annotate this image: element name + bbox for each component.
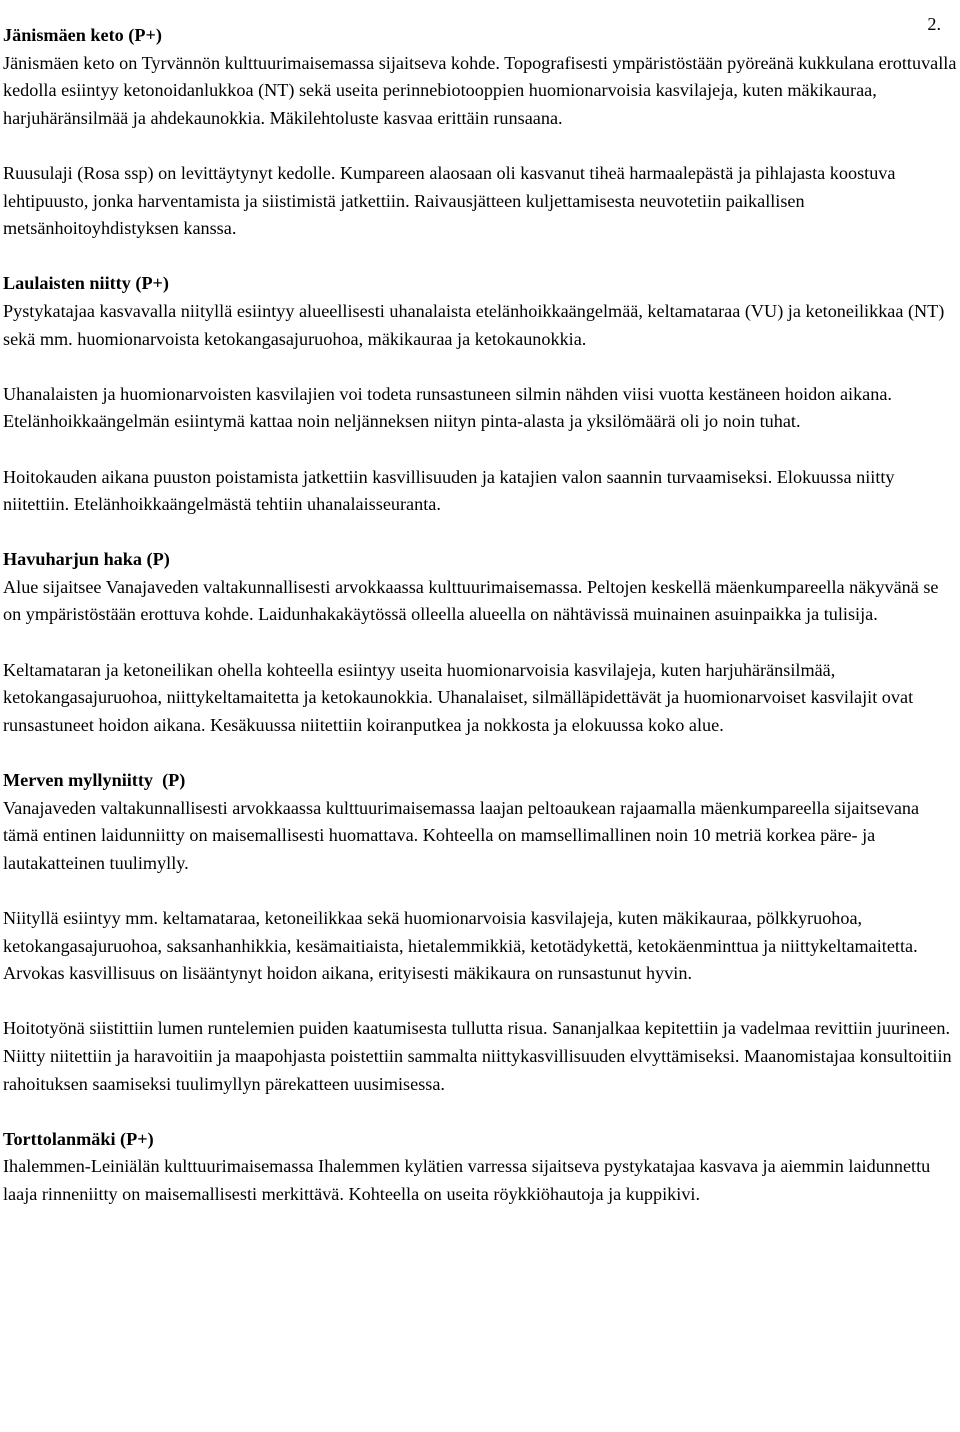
section-heading: Laulaisten niitty (P+)	[3, 273, 169, 294]
paragraph: Uhanalaisten ja huomionarvoisten kasvilajien voi todeta runsastuneen silmin nähden viisi vuotta kestäneen hoidon aikana. Etelänhoikkaängelmän esiintymä kattaa noin neljänneksen niityn pinta-alasta ja yksilömäärä oli jo noin tuhat.	[3, 383, 892, 432]
section-merven-myllyniitty	[3, 767, 957, 1126]
section-laulaisten-niitty	[3, 270, 957, 546]
paragraph: Hoitokauden aikana puuston poistamista jatkettiin kasvillisuuden ja katajien valon saannin turvaamiseksi. Elokuussa niitty niitettiin. Etelänhoikkaängelmästä tehtiin uhanalaisseuranta.	[3, 466, 895, 515]
paragraph: Ruusulaji (Rosa ssp) on levittäytynyt kedolle. Kumpareen alaosaan oli kasvanut tiheä harmaalepästä ja pihlajasta koostuva lehtipuusto, jonka harventamista ja siistimistä jatkettiin. Raivausjätteen kuljettamisesta neuvotetiin paikallisen metsänhoitoyhdistyksen kanssa.	[3, 162, 896, 239]
section-heading: Merven myllyniitty (P)	[3, 770, 186, 791]
page-number: 2.	[927, 14, 941, 34]
section-havuharjun-haka	[3, 546, 957, 767]
section-heading: Havuharjun haka (P)	[3, 549, 170, 570]
document-page	[3, 14, 957, 1209]
section-heading: Torttolanmäki (P+)	[3, 1128, 154, 1149]
paragraph: Jänismäen keto on Tyrvännön kulttuurimaisemassa sijaitseva kohde. Topografisesti ympäristöstään pyöreänä kukkulana erottuvalla kedolla esiintyy ketonoidanlukkoa (NT) sekä useita perinnebiotooppien huomionarvoisia kasvilajeja, kuten mäkikauraa, harjuhäränsilmää ja ahdekaunokkia. Mäkilehtoluste kasvaa erittäin runsaana.	[3, 52, 957, 128]
paragraph: Alue sijaitsee Vanajaveden valtakunnallisesti arvokkaassa kulttuurimaisemassa. Peltojen keskellä mäenkumpareella näkyvänä se on ympäristöstään erottuva kohde. Laidunhakakäytössä olleella alueella on nähtävissä muinainen asuinpaikka ja tulisija.	[3, 576, 939, 625]
paragraph: Keltamataran ja ketoneilikan ohella kohteella esiintyy useita huomionarvoisia kasvilajeja, kuten harjuhäränsilmää, ketokangasajuruohoa, niittykeltamaitetta ja ketokaunokkia. Uhanalaiset, silmälläpidettävät ja huomionarvoiset kasvilajit ovat runsastuneet hoidon aikana. Kesäkuussa niitettiin koiranputkea ja nokkosta ja elokuussa koko alue.	[3, 659, 914, 735]
paragraph: Hoitotyönä siistittiin lumen runtelemien puiden kaatumisesta tullutta risua. Sananjalkaa kepitettiin ja vadelmaa revittiin juurineen. Niitty niitettiin ja haravoitiin ja maapohjasta poistettiin sammalta niittykasvillisuuden elvyttämiseksi. Maanomistajaa konsultoitiin rahoituksen saamiseksi tuulimyllyn pärekatteen uusimisessa.	[3, 1018, 952, 1094]
paragraph: Ihalemmen-Leiniälän kulttuurimaisemassa Ihalemmen kylätien varressa sijaitseva pystykatajaa kasvava ja aiemmin laidunnettu laaja rinneniitty on maisemallisesti merkittävä. Kohteella on useita röykkiöhautoja ja kuppikivi.	[3, 1156, 931, 1204]
section-torttolanmaki	[3, 1126, 957, 1209]
paragraph: Niityllä esiintyy mm. keltamataraa, ketoneilikkaa sekä huomionarvoisia kasvilajeja, kuten mäkikauraa, pölkkyruohoa, ketokangasajuruohoa, saksanhanhikkia, kesämaitiaista, hietalemmikkiä, ketotädykettä, ketokäenminttua ja niittykeltamaitetta. Arvokas kasvillisuus on lisääntynyt hoidon aikana, erityisesti mäkikaura on runsastunut hyvin.	[3, 908, 918, 984]
section-janismaen-keto	[3, 22, 957, 270]
section-heading: Jänismäen keto (P+)	[3, 25, 162, 45]
paragraph: Pystykatajaa kasvavalla niityllä esiintyy alueellisesti uhanalaista etelänhoikkaängelmää, keltamataraa (VU) ja ketoneilikkaa (NT) sekä mm. huomionarvoista ketokangasajuruohoa, mäkikauraa ja ketokaunokkia.	[3, 300, 945, 349]
paragraph: Vanajaveden valtakunnallisesti arvokkaassa kulttuurimaisemassa laajan peltoaukean rajaamalla mäenkumpareella sijaitsevana tämä entinen laidunniitty on maisemallisesti huomattava. Kohteella on mamsellimallinen noin 10 metriä korkea päre- ja lautakatteinen tuulimylly.	[3, 797, 920, 873]
